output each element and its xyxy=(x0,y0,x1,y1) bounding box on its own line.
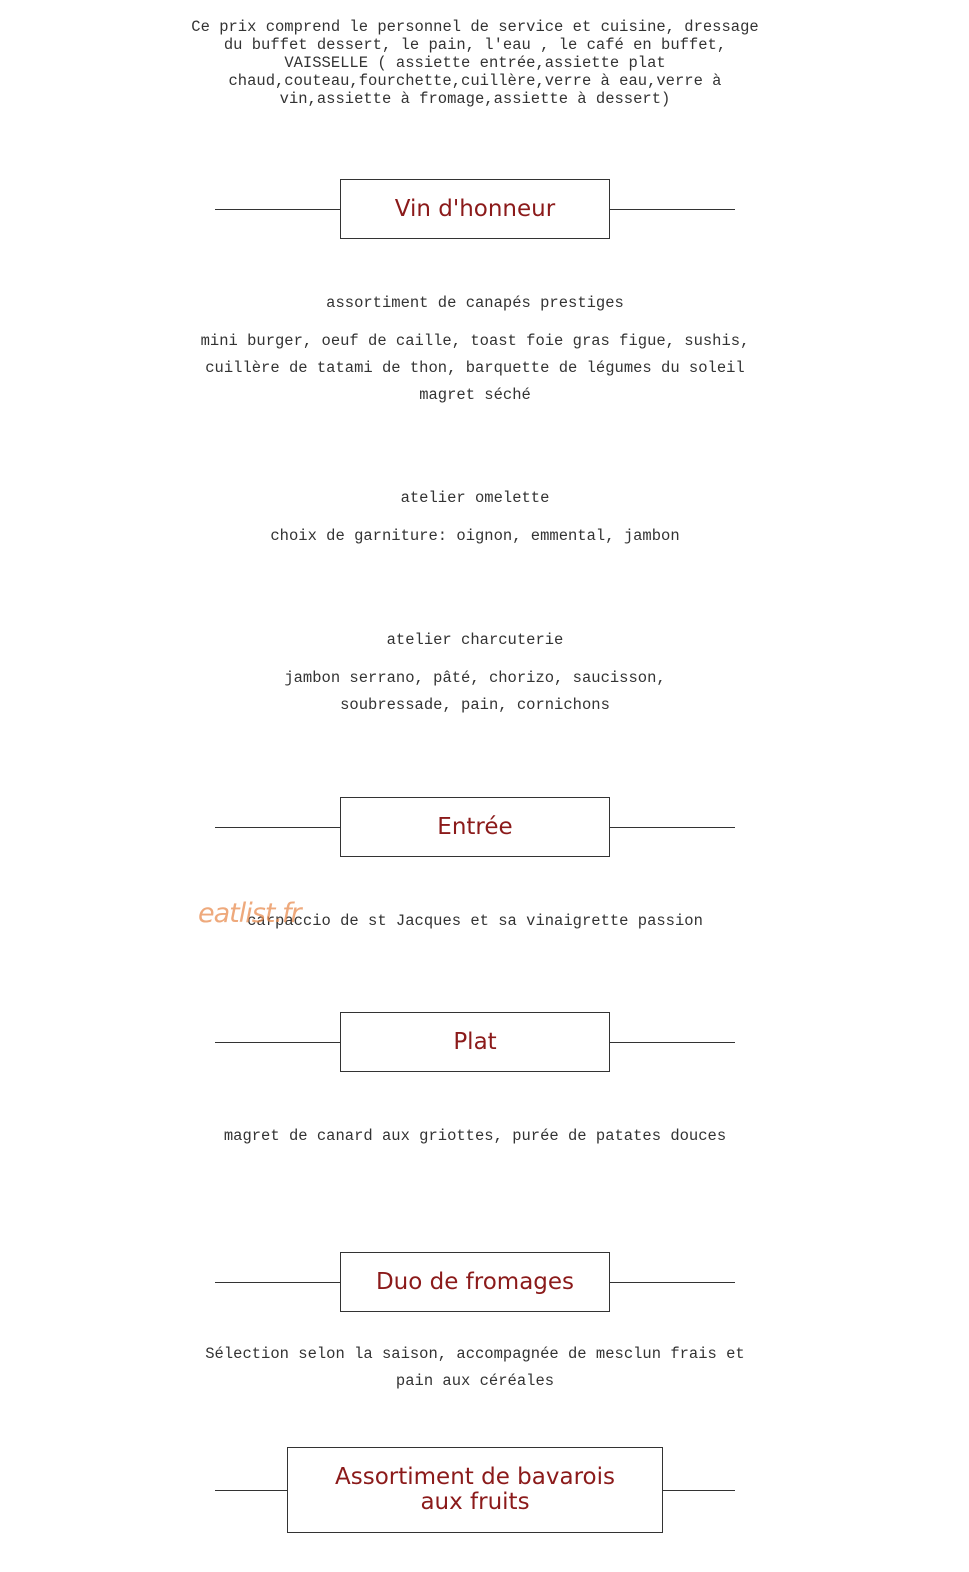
charcuterie-title: atelier charcuterie xyxy=(386,631,564,649)
divider-line-left xyxy=(215,1042,340,1043)
charcuterie-description: jambon serrano, pâté, chorizo, saucisson, soubressade, pain, cornichons xyxy=(284,669,666,714)
divider-line-right xyxy=(610,1282,735,1283)
divider-line-left xyxy=(215,1282,340,1283)
divider-line-right xyxy=(663,1490,735,1491)
omelette-title: atelier omelette xyxy=(400,489,550,507)
entree-description: carpaccio de st Jacques et sa vinaigrette passion xyxy=(247,912,703,930)
section-title-entree: Entrée xyxy=(340,797,610,857)
omelette-description: choix de garniture: oignon, emmental, jambon xyxy=(270,527,680,545)
divider-line-left xyxy=(215,1490,287,1491)
canapes-title: assortiment de canapés prestiges xyxy=(326,294,624,312)
divider-line-left xyxy=(215,209,340,210)
divider-line-right xyxy=(610,1042,735,1043)
section-header-plat xyxy=(215,1012,735,1072)
section-title-vin-dhonneur: Vin d'honneur xyxy=(340,179,610,239)
section-header-dessert xyxy=(215,1447,735,1533)
section-header-entree xyxy=(215,797,735,857)
divider-line-right xyxy=(610,827,735,828)
watermark-logo: eatlist.fr xyxy=(198,898,301,929)
section-header-vin-dhonneur xyxy=(215,179,735,239)
section-title-plat: Plat xyxy=(340,1012,610,1072)
divider-line-right xyxy=(610,209,735,210)
divider-line-left xyxy=(215,827,340,828)
section-title-fromages: Duo de fromages xyxy=(340,1252,610,1312)
canapes-description: mini burger, oeuf de caille, toast foie gras figue, sushis, cuillère de tatami de thon, barquette de légumes du soleil magret séché xyxy=(200,332,750,404)
fromages-description: Sélection selon la saison, accompagnée de mesclun frais et pain aux céréales xyxy=(205,1345,745,1390)
section-header-fromages xyxy=(215,1252,735,1312)
intro-text: Ce prix comprend le personnel de service et cuisine, dressage du buffet dessert, le pain, l'eau , le café en buffet, VAISSELLE ( assiette entrée,assiette plat chaud,couteau,fourchette,cuillère,verre à eau,verre à vin,assiette à fromage,assiette à dessert) xyxy=(191,18,759,108)
plat-description: magret de canard aux griottes, purée de patates douces xyxy=(223,1127,727,1145)
section-title-dessert: Assortiment de bavarois aux fruits xyxy=(287,1447,663,1533)
